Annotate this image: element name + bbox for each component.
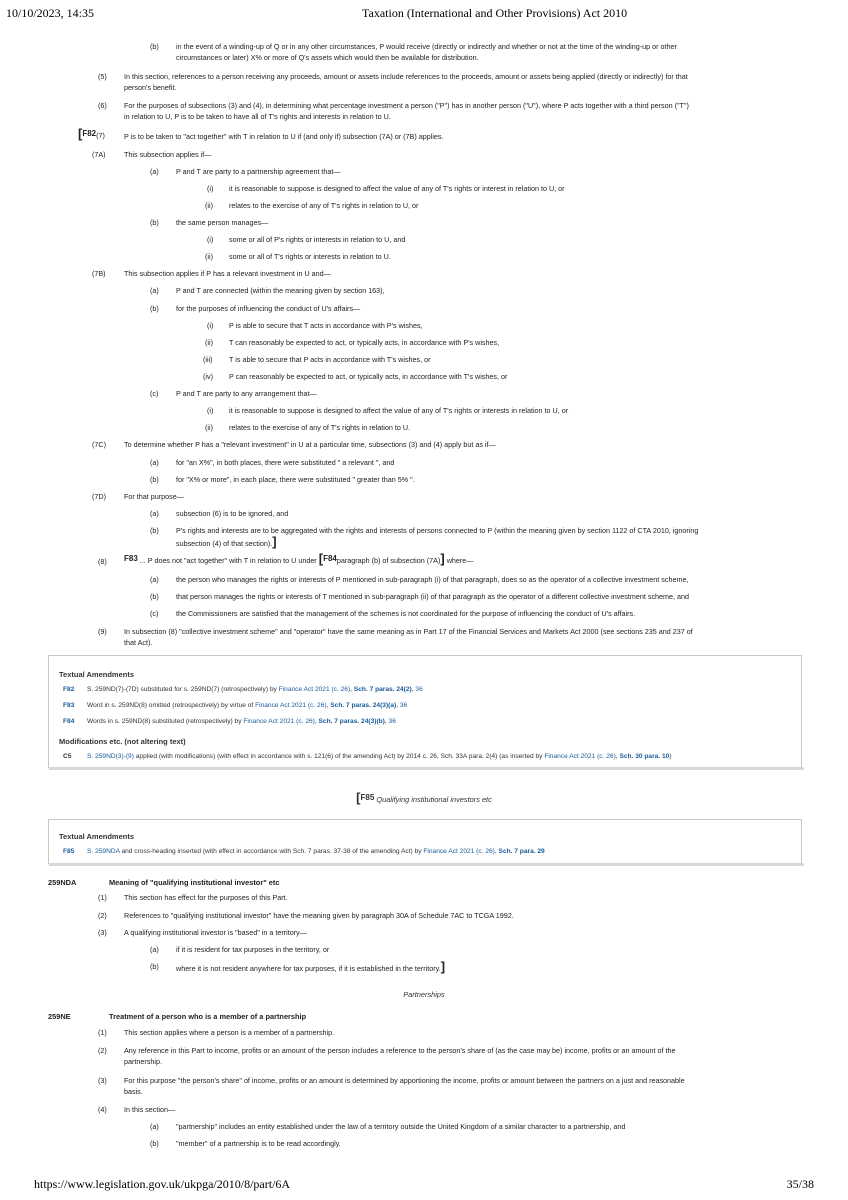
para-num: (b) xyxy=(150,526,159,535)
para-num: (b) xyxy=(150,42,159,51)
subpara-text: P is able to secure that T acts in accordance with P's wishes, xyxy=(229,321,423,330)
section-link[interactable]: 36 xyxy=(399,702,408,709)
para-text: the person who manages the rights or interests of P mentioned in sub-paragraph (i) of that paragraph, does so as the operator of a collective investment scheme, xyxy=(176,575,689,584)
para-text: P and T are party to any arrangement that— xyxy=(176,389,317,398)
subsection-text: Any reference in this Part to income, profits or an amount of the person includes a reference to the person's share of (as the case may be) income, profits or an amount of the xyxy=(124,1046,676,1055)
subpara-num: (i) xyxy=(207,235,214,244)
finance-act-link[interactable]: Finance Act 2021 (c. 26) xyxy=(243,718,315,725)
subsection-num: (9) xyxy=(98,627,107,636)
annotation-text: S. 259ND(3)-(9) applied (with modifications) (with effect in accordance with s. 121(6) of the amending Act) by 2014 c. 26, Sch. 33A para. 2(4) (as inserted by Finance Act 2021 (c. 26), Sch. 30 para. 10) xyxy=(87,753,672,760)
section-link[interactable]: 36 xyxy=(415,686,423,693)
partnerships-heading: Partnerships xyxy=(403,990,445,999)
annotation-text: Word in s. 259ND(8) omitted (retrospectively) by virtue of Finance Act 2021 (c. 26), Sch. 7 paras. 24(3)(a), 36 xyxy=(87,702,408,709)
para-text: circumstances or later) X% or more of Q's assets which would then be available for distribution. xyxy=(176,52,479,62)
para-num: (a) xyxy=(150,458,159,467)
finance-act-link[interactable]: Finance Act 2021 (c. 26) xyxy=(278,686,351,693)
subsection-text: This subsection applies if— xyxy=(124,150,212,159)
page-number: 35/38 xyxy=(786,1177,814,1191)
para-num: (c) xyxy=(150,389,159,398)
subpara-num: (iii) xyxy=(203,355,213,364)
subsection-text: where— xyxy=(446,556,474,565)
subsection-text: in relation to U, P is to be taken to have all of T's rights and interests in relation to U. xyxy=(124,111,391,121)
para-text: subsection (6) is to be ignored, and xyxy=(176,509,289,518)
modifications-heading: Modifications etc. (not altering text) xyxy=(59,737,186,746)
subsection-text: that Act). xyxy=(124,637,153,647)
subsection-text: In this section, references to a person receiving any proceeds, amount or assets include references to the proceeds, amount or assets being applied (directly or indirectly) for that xyxy=(124,72,688,81)
para-text-line xyxy=(176,959,446,975)
footnote-ref-f85[interactable]: F85 xyxy=(360,793,375,802)
subsection-text: This section has effect for the purposes of this Part. xyxy=(124,893,288,902)
subpara-text: some or all of P's rights or interests in relation to U, and xyxy=(229,235,406,244)
subpara-num: (ii) xyxy=(205,252,213,261)
subsection-num: (1) xyxy=(98,893,107,902)
subsection-num: (7D) xyxy=(92,492,106,501)
subsection-text: This subsection applies if P has a relevant investment in U and— xyxy=(124,269,331,278)
para-text-cont xyxy=(176,533,277,550)
finance-act-link[interactable]: Finance Act 2021 (c. 26) xyxy=(544,753,616,760)
annotation-desc: ) xyxy=(669,753,672,760)
para-num: (a) xyxy=(150,167,159,176)
annotation-text: S. 259NDA and cross-heading inserted (with effect in accordance with Sch. 7 paras. 37-38 of the amending Act) by Finance Act 2021 (c. 26), Sch. 7 para. 29 xyxy=(87,848,545,855)
para-num: (b) xyxy=(150,304,159,313)
para-text: the Commissioners are satisfied that the management of the schemes is not coordinated for the purpose of influencing the conduct of U's affairs. xyxy=(176,609,636,618)
print-datetime: 10/10/2023, 14:35 xyxy=(6,6,95,20)
subpara-num: (i) xyxy=(207,321,214,330)
subpara-text: some or all of T's rights or interests in relation to U. xyxy=(229,252,391,261)
amendment-open-bracket: [ xyxy=(356,790,361,805)
subpara-text: it is reasonable to suppose is designed to affect the value of any of T's rights or interests in relation to U, or xyxy=(229,406,569,415)
amendment-close-bracket: ] xyxy=(272,533,277,549)
subsection-num: (7C) xyxy=(92,440,106,449)
subpara-num: (i) xyxy=(207,184,214,193)
amendment-open-bracket: [ xyxy=(78,126,83,141)
annotations-box-2 xyxy=(48,819,802,864)
subsection-text: References to "qualifying institutional investor" have the meaning given by paragraph 30A of Schedule 7AC to TCGA 1992. xyxy=(124,911,514,920)
amendment-close-bracket: ] xyxy=(440,551,445,566)
subpara-num: (ii) xyxy=(205,338,213,347)
schedule-link[interactable]: Sch. 30 para. 10 xyxy=(619,753,670,760)
footnote-ref-f84[interactable]: F84 xyxy=(323,554,337,563)
annotation-desc: S. 259ND(7)-(7D) substituted for s. 259ND(7) (retrospectively) by xyxy=(87,686,277,693)
subsection-num: (2) xyxy=(98,1046,107,1055)
subpara-num: (i) xyxy=(207,406,214,415)
subsection-num: (2) xyxy=(98,911,107,920)
para-text: subsection (4) of that section). xyxy=(176,538,273,548)
subpara-num: (iv) xyxy=(203,372,213,381)
annotation-key-c5: C5 xyxy=(63,753,72,760)
para-text: P's rights and interests are to be aggregated with the rights and interests of persons connected to P (within the meaning given by section 1122 of CTA 2010, ignoring xyxy=(176,526,699,535)
annotation-key-f84[interactable]: F84 xyxy=(63,718,75,725)
para-num: (a) xyxy=(150,945,159,954)
section-link[interactable]: S. 259ND(3)-(9) xyxy=(87,753,134,760)
para-text: for "an X%", in both places, there were substituted " a relevant ", and xyxy=(176,458,395,467)
para-num: (b) xyxy=(150,962,159,971)
subsection-text: This section applies where a person is a member of a partnership. xyxy=(124,1028,335,1037)
subsection-text: P is to be taken to "act together" with T in relation to U if (and only if) subsection (7A) or (7B) applies. xyxy=(124,132,444,141)
subsection-num: (8) xyxy=(98,557,107,566)
para-text: where it is not resident anywhere for tax purposes, if it is established in the territory. xyxy=(176,964,441,973)
para-num: (a) xyxy=(150,509,159,518)
annotation-desc: Word in s. 259ND(8) omitted (retrospectively) by virtue of xyxy=(87,702,254,709)
para-text: for the purposes of influencing the conduct of U's affairs— xyxy=(176,304,361,313)
annotation-key-f85[interactable]: F85 xyxy=(63,848,75,855)
subpara-text: it is reasonable to suppose is designed to affect the value of any of T's rights or interest in relation to U, or xyxy=(229,184,565,193)
subpara-text: relates to the exercise of any of T's rights in relation to U, or xyxy=(229,201,419,210)
section-link[interactable]: 36 xyxy=(388,718,396,725)
amendment-open-bracket: [ xyxy=(318,551,324,566)
para-text: if it is resident for tax purposes in the territory, or xyxy=(176,945,330,954)
textual-amendments-heading: Textual Amendments xyxy=(59,832,135,841)
subpara-num: (ii) xyxy=(205,423,213,432)
para-num: (b) xyxy=(150,218,159,227)
annotation-desc: and cross-heading inserted (with effect in accordance with Sch. 7 paras. 37-38 of the amending Act) by xyxy=(121,848,422,855)
schedule-link[interactable]: Sch. 7 para. 29 xyxy=(498,848,545,855)
para-num: (c) xyxy=(150,609,159,618)
para-text: P and T are party to a partnership agreement that— xyxy=(176,167,341,176)
subsection-text: partnership. xyxy=(124,1056,162,1066)
section-title: Treatment of a person who is a member of a partnership xyxy=(109,1012,307,1021)
para-text: in the event of a winding-up of Q or in any other circumstances, P would receive (directly or indirectly and whether or not at the time of the winding-up or other xyxy=(176,42,677,51)
subpara-text: T can reasonably be expected to act, or typically acts, in accordance with P's wishes, xyxy=(229,338,500,347)
annotation-key-f82[interactable]: F82 xyxy=(63,686,75,693)
finance-act-link[interactable]: Finance Act 2021 (c. 26) xyxy=(423,848,495,855)
annotation-text: Words in s. 259ND(8) substituted (retrospectively) by Finance Act 2021 (c. 26), Sch. 7 paras. 24(3)(b), 36 xyxy=(87,718,396,725)
schedule-link[interactable]: Sch. 7 paras. 24(3)(b) xyxy=(318,718,385,725)
subsection-num: (7B) xyxy=(92,269,106,278)
para-text: P and T are connected (within the meaning given by section 163), xyxy=(176,286,385,295)
subpara-text: relates to the exercise of any of T's rights in relation to U. xyxy=(229,423,411,432)
subpara-num: (ii) xyxy=(205,201,213,210)
schedule-link[interactable]: Sch. 7 paras. 24(2) xyxy=(353,686,412,693)
amendment-close-bracket: ] xyxy=(440,959,446,974)
finance-act-link[interactable]: Finance Act 2021 (c. 26) xyxy=(255,702,327,709)
subsection-text: For this purpose "the person's share" of income, profits or an amount is determined by apportioning the income, profits or amount between the partners on a just and reasonable xyxy=(124,1076,685,1085)
subsection-text: basis. xyxy=(124,1086,143,1096)
subsection-text: To determine whether P has a "relevant investment" in U at a particular time, subsections (3) and (4) apply but as if— xyxy=(124,440,496,449)
para-num: (b) xyxy=(150,475,159,484)
section-number: 259NE xyxy=(48,1012,71,1021)
subsection-text: ... P does not "act together" with T in relation to U under xyxy=(139,556,317,565)
subsection-line xyxy=(124,551,474,567)
annotation-key-f83[interactable]: F83 xyxy=(63,702,75,709)
para-text: the same person manages— xyxy=(176,218,269,227)
schedule-link[interactable]: Sch. 7 paras. 24(3)(a) xyxy=(330,702,397,709)
subsection-num: (3) xyxy=(98,928,107,937)
para-text: that person manages the rights or interests of T mentioned in sub-paragraph (ii) of that paragraph as the operator of a different collective investment scheme, and xyxy=(176,592,690,601)
subsection-num: (7A) xyxy=(92,150,106,159)
para-num: (a) xyxy=(150,286,159,295)
para-num: (b) xyxy=(150,592,159,601)
subpara-text: P can reasonably be expected to act, or typically acts, in accordance with T's wishes, or xyxy=(229,372,508,381)
section-title: Meaning of "qualifying institutional investor" etc xyxy=(109,878,280,887)
para-text: "partnership" includes an entity established under the law of a territory outside the United Kingdom of a similar character to a partnership, and xyxy=(176,1122,626,1131)
annotations-box xyxy=(48,655,802,768)
subsection-num: (7) xyxy=(96,131,105,140)
textual-amendments-heading: Textual Amendments xyxy=(59,670,135,679)
subsection-num: (5) xyxy=(98,72,107,81)
amendment-marker xyxy=(78,126,105,142)
subsection-text: For the purposes of subsections (3) and (4), in determining what percentage investment a person ("P") has in another person ("U"), where P acts together with a third person ("T") xyxy=(124,101,689,110)
para-text: "member" of a partnership is to be read accordingly. xyxy=(176,1139,341,1148)
subsection-text: A qualifying institutional investor is "based" in a territory— xyxy=(124,928,307,937)
para-text: for "X% or more", in each place, there were substituted " greater than 5% ". xyxy=(176,475,415,484)
subsection-text: person's benefit. xyxy=(124,82,177,92)
annotation-text: S. 259ND(7)-(7D) substituted for s. 259ND(7) (retrospectively) by Finance Act 2021 (c. 26), Sch. 7 paras. 24(2), 36 xyxy=(87,686,423,693)
subpara-text: T is able to secure that P acts in accordance with T's wishes, or xyxy=(229,355,431,364)
footnote-ref-f83[interactable]: F83 xyxy=(124,554,138,563)
subsection-text: In subsection (8) "collective investment scheme" and "operator" have the same meaning as in Part 17 of the Financial Services and Markets Act 2000 (see sections 235 and 237 of xyxy=(124,627,693,636)
section-number: 259NDA xyxy=(48,878,77,887)
subsection-text: In this section— xyxy=(124,1105,176,1114)
subsection-num: (6) xyxy=(98,101,107,110)
subsection-num: (4) xyxy=(98,1105,107,1114)
document-title: Taxation (International and Other Provisions) Act 2010 xyxy=(362,6,628,20)
para-num: (a) xyxy=(150,575,159,584)
source-url: https://www.legislation.gov.uk/ukpga/2010/8/part/6A xyxy=(34,1177,291,1191)
footnote-ref-f82[interactable]: F82 xyxy=(82,129,97,138)
subsection-text: paragraph (b) of subsection (7A) xyxy=(336,556,441,565)
para-num: (b) xyxy=(150,1139,159,1148)
cross-heading-text: Qualifying institutional investors etc xyxy=(376,795,492,804)
cross-heading xyxy=(0,790,848,805)
subsection-num: (3) xyxy=(98,1076,107,1085)
annotation-desc: Words in s. 259ND(8) substituted (retrospectively) by xyxy=(87,718,242,725)
para-num: (a) xyxy=(150,1122,159,1131)
annotation-desc: applied (with modifications) (with effect in accordance with s. 121(6) of the amending Act) by 2014 c. 26, Sch. 33A para. 2(4) (as inserted by xyxy=(135,753,543,760)
subsection-text: For that purpose— xyxy=(124,492,184,501)
section-link[interactable]: S. 259NDA xyxy=(87,848,120,855)
subsection-num: (1) xyxy=(98,1028,107,1037)
